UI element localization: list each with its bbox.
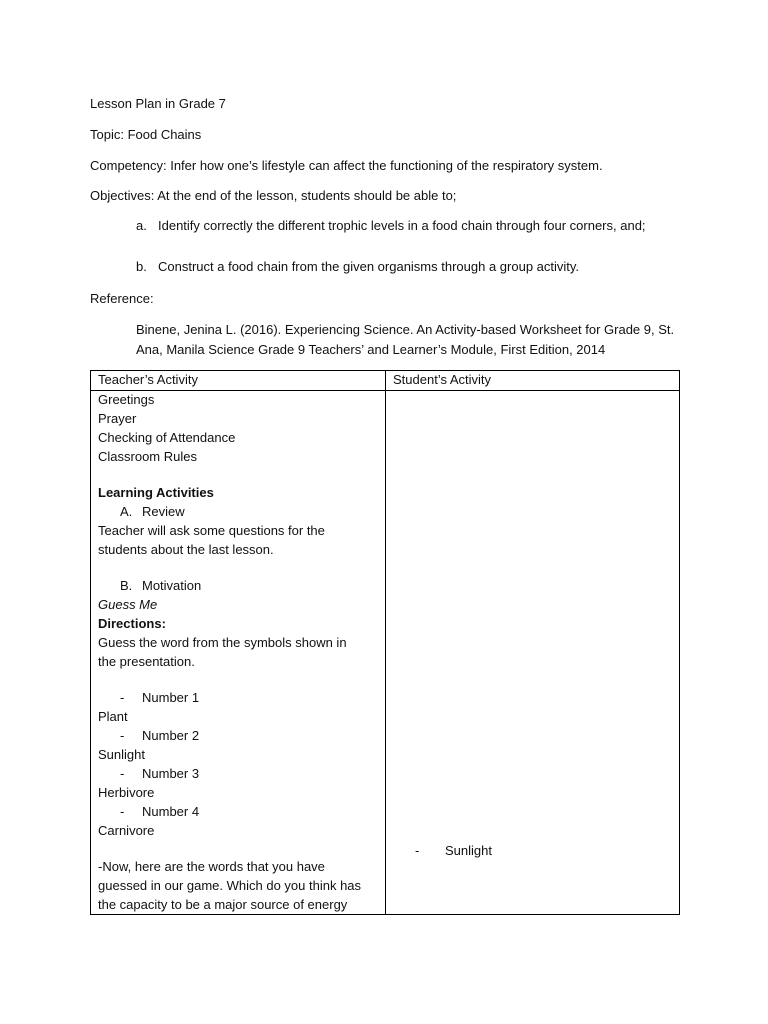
objective-marker: a.: [136, 218, 147, 233]
guess-number: Number 3: [142, 766, 200, 781]
objective-item-b: [136, 257, 676, 277]
directions-text-line: Guess the word from the symbols shown in: [98, 635, 347, 650]
prayer-text: Prayer: [98, 411, 137, 426]
teacher-activity-cell: [91, 391, 386, 915]
guess-number: Number 4: [142, 804, 200, 819]
list-dash: -: [120, 728, 125, 743]
guess-number: Number 2: [142, 728, 200, 743]
guess-answer: Herbivore: [98, 785, 155, 800]
student-answer-text: Sunlight: [445, 843, 492, 858]
lesson-title: Lesson Plan in Grade 7: [90, 96, 226, 111]
directions-text-line: the presentation.: [98, 654, 195, 669]
directions-label: Directions:: [98, 616, 166, 631]
reference-citation: Binene, Jenina L. (2016). Experiencing Science. An Activity-based Worksheet for Grade 9, St. Ana, Manila Science Grade 9 Teachers’ and Learner’s Module, First Edition, 2014: [136, 322, 675, 357]
review-label: Review: [142, 504, 185, 519]
objectives-intro: Objectives: At the end of the lesson, students should be able to;: [90, 188, 457, 203]
objective-text: Identify correctly the different trophic levels in a food chain through four corners, and;: [158, 218, 646, 233]
student-answer: [415, 843, 492, 858]
review-marker: A.: [120, 504, 133, 519]
guess-answer: Sunlight: [98, 747, 145, 762]
list-dash: -: [120, 804, 125, 819]
objective-marker: b.: [136, 259, 147, 274]
motivation-label: Motivation: [142, 578, 202, 593]
activity-table: [90, 370, 680, 915]
review-text-line: students about the last lesson.: [98, 542, 274, 557]
learning-activities-heading: Learning Activities: [98, 485, 214, 500]
motivation-marker: B.: [120, 578, 133, 593]
objective-text: Construct a food chain from the given organisms through a group activity.: [158, 259, 580, 274]
table-header-row: [91, 371, 680, 391]
list-dash: -: [120, 690, 125, 705]
guess-answer: Plant: [98, 709, 128, 724]
question-text-line: -Now, here are the words that you have: [98, 859, 325, 874]
attendance-text: Checking of Attendance: [98, 430, 236, 445]
teacher-activity-header: Teacher’s Activity: [91, 371, 386, 391]
competency-line: Competency: Infer how one’s lifestyle can affect the functioning of the respiratory system.: [90, 158, 603, 173]
list-dash: -: [120, 766, 125, 781]
guess-answer: Carnivore: [98, 823, 155, 838]
list-dash: -: [415, 843, 420, 858]
objective-item-a: [136, 216, 676, 236]
game-title: Guess Me: [98, 597, 158, 612]
guess-number: Number 1: [142, 690, 200, 705]
student-activity-cell: [386, 391, 680, 915]
review-text-line: Teacher will ask some questions for the: [98, 523, 325, 538]
question-text-line: the capacity to be a major source of energy: [98, 897, 348, 912]
question-text-line: guessed in our game. Which do you think has: [98, 878, 362, 893]
reference-label: Reference:: [90, 291, 154, 306]
rules-text: Classroom Rules: [98, 449, 197, 464]
student-activity-header: Student’s Activity: [386, 371, 680, 391]
table-row: [91, 391, 680, 915]
greetings-text: Greetings: [98, 392, 155, 407]
topic-line: Topic: Food Chains: [90, 127, 202, 142]
